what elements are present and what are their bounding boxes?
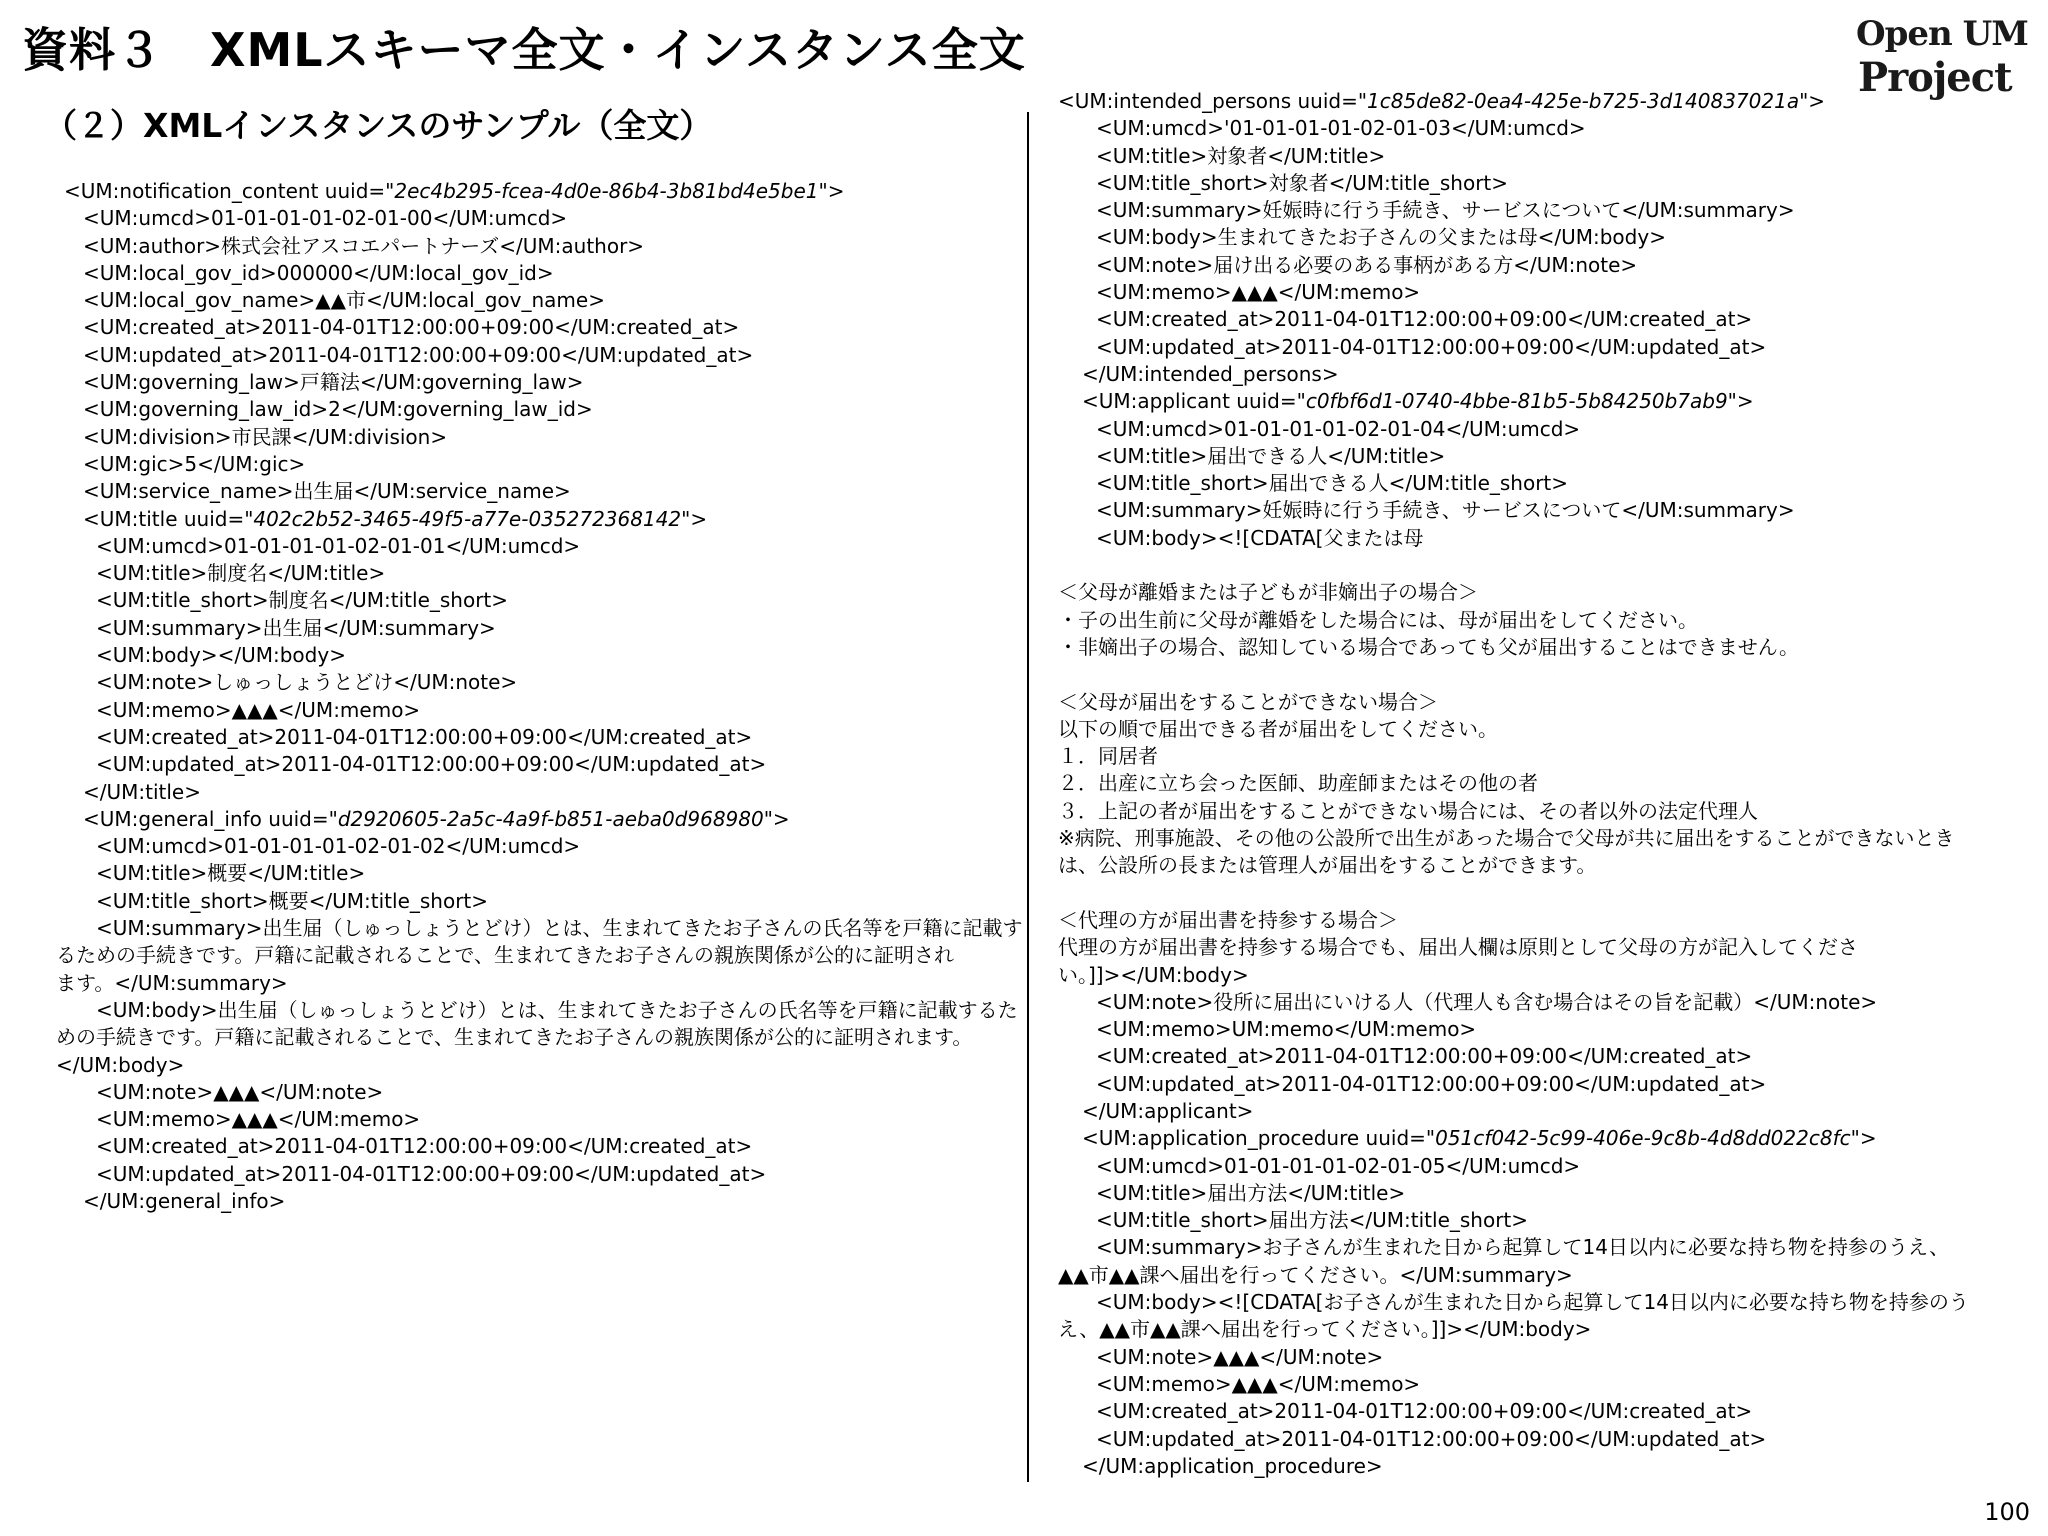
xml-line: <UM:title_short>制度名</UM:title_short> bbox=[96, 588, 509, 613]
xml-line: <UM:note>▲▲▲</UM:note> bbox=[1096, 1344, 1384, 1369]
xml-line: <UM:gic>5</UM:gic> bbox=[83, 451, 306, 476]
xml-line: るための手続きです。戸籍に記載されることで、生まれてきたお子さんの親族関係が公的に証明され bbox=[56, 943, 954, 968]
xml-line: <UM:service_name>出生届</UM:service_name> bbox=[83, 479, 571, 504]
xml-tag-open: <UM:notification_content uuid= bbox=[64, 179, 386, 203]
xml-line: <UM:summary>出生届</UM:summary> bbox=[96, 615, 496, 640]
xml-tag-close: > bbox=[690, 506, 708, 531]
xml-line: <UM:memo>▲▲▲</UM:memo> bbox=[96, 697, 421, 722]
xml-line: <UM:summary>妊娠時に行う手続き、サービスについて</UM:summary> bbox=[1096, 498, 1795, 523]
xml-tag-close: > bbox=[772, 806, 790, 831]
xml-line: <UM:created_at>2011-04-01T12:00:00+09:00</UM:created_at> bbox=[96, 1134, 753, 1159]
xml-line: <UM:created_at>2011-04-01T12:00:00+09:00</UM:created_at> bbox=[1096, 1044, 1753, 1069]
xml-line: ※病院、刑事施設、その他の公設所で出生があった場合で父母が共に届出をすることができないとき bbox=[1058, 826, 1955, 851]
xml-line: ＜父母が離婚または子どもが非嫡出子の場合＞ bbox=[1058, 580, 1478, 605]
xml-line: ・非嫡出子の場合、認知している場合であっても父が届出することはできません。 bbox=[1058, 634, 1799, 659]
xml-line: <UM:title>制度名</UM:title> bbox=[96, 561, 386, 586]
xml-tag-open: <UM:application_procedure uuid= bbox=[1082, 1126, 1426, 1151]
xml-line: </UM:title> bbox=[83, 779, 201, 804]
xml-line: ます。</UM:summary> bbox=[56, 970, 288, 995]
xml-line: <UM:created_at>2011-04-01T12:00:00+09:00</UM:created_at> bbox=[1096, 1399, 1753, 1424]
xml-line: <UM:title>対象者</UM:title> bbox=[1096, 143, 1386, 168]
xml-tag-open: <UM:general_info uuid= bbox=[83, 806, 329, 831]
xml-line: <UM:division>市民課</UM:division> bbox=[83, 424, 448, 449]
xml-line: え、▲▲市▲▲課へ届出を行ってください。]]></UM:body> bbox=[1058, 1317, 1592, 1342]
xml-line: <UM:updated_at>2011-04-01T12:00:00+09:00</UM:updated_at> bbox=[1096, 1426, 1767, 1451]
xml-line: 代理の方が届出書を持参する場合でも、届出人欄は原則として父母の方が記入してくださ bbox=[1058, 935, 1858, 960]
xml-line: <UM:updated_at>2011-04-01T12:00:00+09:00</UM:updated_at> bbox=[96, 752, 767, 777]
xml-line: <UM:memo>▲▲▲</UM:memo> bbox=[1096, 280, 1421, 305]
xml-line: <UM:memo>▲▲▲</UM:memo> bbox=[96, 1107, 421, 1132]
xml-line: ▲▲市▲▲課へ届出を行ってください。</UM:summary> bbox=[1058, 1262, 1573, 1287]
column-divider bbox=[1027, 112, 1029, 1482]
xml-line: ・子の出生前に父母が離婚をした場合には、母が届出をしてください。 bbox=[1058, 607, 1698, 632]
xml-tag-close: > bbox=[1736, 389, 1754, 414]
xml-line: <UM:local_gov_name>▲▲市</UM:local_gov_name> bbox=[83, 288, 605, 313]
xml-tag-open: <UM:title uuid= bbox=[83, 506, 245, 531]
xml-line: <UM:governing_law>戸籍法</UM:governing_law> bbox=[83, 370, 584, 395]
xml-line: ＜代理の方が届出書を持参する場合＞ bbox=[1058, 907, 1398, 932]
xml-line: <UM:umcd>01-01-01-01-02-01-01</UM:umcd> bbox=[96, 533, 581, 558]
xml-line: めの手続きです。戸籍に記載されることで、生まれてきたお子さんの親族関係が公的に証明されます。 bbox=[56, 1025, 973, 1050]
xml-tag-close: > bbox=[1859, 1126, 1877, 1151]
xml-line: </UM:general_info> bbox=[83, 1188, 286, 1213]
uuid-value: "051cf042-5c99-406e-9c8b-4d8dd022c8fc" bbox=[1425, 1126, 1860, 1151]
xml-line: <UM:note>役所に届出にいける人（代理人も含む場合はその旨を記載）</UM:note> bbox=[1096, 989, 1878, 1014]
xml-line: <UM:body>出生届（しゅっしょうとどけ）とは、生まれてきたお子さんの氏名等を戸籍に記載するた bbox=[96, 997, 1018, 1022]
xml-line bbox=[1058, 1125, 2028, 1152]
xml-line bbox=[56, 178, 1018, 205]
xml-line: <UM:summary>お子さんが生まれた日から起算して14日以内に必要な持ち物を持参のうえ、 bbox=[1096, 1235, 1950, 1260]
xml-line: <UM:umcd>'01-01-01-01-02-01-03</UM:umcd> bbox=[1096, 116, 1586, 141]
xml-line: <UM:governing_law_id>2</UM:governing_law_id> bbox=[83, 397, 593, 422]
xml-line: </UM:body> bbox=[56, 1052, 185, 1077]
xml-line: <UM:summary>妊娠時に行う手続き、サービスについて</UM:summary> bbox=[1096, 198, 1795, 223]
uuid-value: "402c2b52-3465-49f5-a77e-035272368142" bbox=[244, 506, 691, 531]
uuid-value: "1c85de82-0ea4-425e-b725-3d140837021a" bbox=[1357, 89, 1809, 113]
xml-line: <UM:umcd>01-01-01-01-02-01-02</UM:umcd> bbox=[96, 834, 581, 859]
xml-line: <UM:umcd>01-01-01-01-02-01-00</UM:umcd> bbox=[83, 206, 568, 231]
xml-line: <UM:body>生まれてきたお子さんの父または母</UM:body> bbox=[1096, 225, 1666, 250]
xml-line: <UM:title>届出できる人</UM:title> bbox=[1096, 443, 1446, 468]
xml-line: ２．出産に立ち会った医師、助産師またはその他の者 bbox=[1058, 771, 1538, 796]
xml-right-column bbox=[1058, 88, 2028, 1480]
xml-line: ３．上記の者が届出をすることができない場合には、その者以外の法定代理人 bbox=[1058, 798, 1758, 823]
xml-line bbox=[1058, 880, 2028, 907]
xml-line: <UM:created_at>2011-04-01T12:00:00+09:00</UM:created_at> bbox=[96, 724, 753, 749]
xml-line: <UM:umcd>01-01-01-01-02-01-05</UM:umcd> bbox=[1096, 1153, 1581, 1178]
xml-tag-close: > bbox=[1808, 89, 1826, 113]
xml-line bbox=[1058, 88, 2028, 115]
xml-tag-open: <UM:applicant uuid= bbox=[1082, 389, 1297, 414]
logo-line-open-um: Open UM bbox=[1856, 14, 2028, 54]
xml-line: <UM:body><![CDATA[父または母 bbox=[1096, 525, 1424, 550]
xml-left-column bbox=[56, 178, 1023, 1215]
xml-line: <UM:title_short>届出方法</UM:title_short> bbox=[1096, 1208, 1529, 1233]
logo-line-project: Project bbox=[1858, 54, 2012, 101]
xml-line: <UM:updated_at>2011-04-01T12:00:00+09:00</UM:updated_at> bbox=[1096, 1071, 1767, 1096]
page-number: 100 bbox=[1984, 1498, 2030, 1526]
xml-line: </UM:intended_persons> bbox=[1082, 361, 1339, 386]
xml-line: は、公設所の長または管理人が届出をすることができます。 bbox=[1058, 853, 1597, 878]
xml-line: <UM:updated_at>2011-04-01T12:00:00+09:00</UM:updated_at> bbox=[96, 1161, 767, 1186]
xml-line: <UM:title_short>概要</UM:title_short> bbox=[96, 888, 489, 913]
xml-tag-open: <UM:intended_persons uuid= bbox=[1058, 89, 1358, 113]
xml-line: 以下の順で届出できる者が届出をしてください。 bbox=[1058, 716, 1498, 741]
xml-line: ＜父母が届出をすることができない場合＞ bbox=[1058, 689, 1438, 714]
xml-line: <UM:updated_at>2011-04-01T12:00:00+09:00</UM:updated_at> bbox=[1096, 334, 1767, 359]
xml-line: <UM:note>届け出る必要のある事柄がある方</UM:note> bbox=[1096, 252, 1638, 277]
xml-line bbox=[56, 506, 1018, 533]
xml-line: <UM:updated_at>2011-04-01T12:00:00+09:00</UM:updated_at> bbox=[83, 342, 754, 367]
xml-line bbox=[1058, 552, 2028, 579]
uuid-value: "d2920605-2a5c-4a9f-b851-aeba0d968980" bbox=[328, 806, 773, 831]
xml-line: <UM:title>届出方法</UM:title> bbox=[1096, 1180, 1406, 1205]
uuid-value: "c0fbf6d1-0740-4bbe-81b5-5b84250b7ab9" bbox=[1296, 389, 1737, 414]
xml-line: </UM:application_procedure> bbox=[1082, 1453, 1383, 1478]
xml-line: <UM:author>株式会社アスコエパートナーズ</UM:author> bbox=[83, 233, 645, 258]
xml-line: １．同居者 bbox=[1058, 744, 1158, 769]
xml-line: </UM:applicant> bbox=[1082, 1098, 1254, 1123]
xml-line: <UM:created_at>2011-04-01T12:00:00+09:00</UM:created_at> bbox=[1096, 307, 1753, 332]
xml-line bbox=[1058, 661, 2028, 688]
uuid-value: "2ec4b295-fcea-4d0e-86b4-3b81bd4e5be1" bbox=[385, 179, 828, 203]
xml-line: <UM:body></UM:body> bbox=[96, 643, 346, 668]
xml-line: <UM:memo>▲▲▲</UM:memo> bbox=[1096, 1371, 1421, 1396]
xml-line: <UM:title_short>対象者</UM:title_short> bbox=[1096, 170, 1509, 195]
xml-line: <UM:title_short>届出できる人</UM:title_short> bbox=[1096, 471, 1569, 496]
xml-line: <UM:body><![CDATA[お子さんが生まれた日から起算して14日以内に必要な持ち物を持参のう bbox=[1096, 1290, 1969, 1315]
xml-tag-close: > bbox=[827, 179, 845, 203]
xml-line: <UM:umcd>01-01-01-01-02-01-04</UM:umcd> bbox=[1096, 416, 1581, 441]
xml-line: <UM:local_gov_id>000000</UM:local_gov_id> bbox=[83, 260, 554, 285]
xml-line: <UM:created_at>2011-04-01T12:00:00+09:00</UM:created_at> bbox=[83, 315, 740, 340]
section-title: （２）XMLインスタンスのサンプル（全文） bbox=[44, 106, 713, 145]
xml-line: <UM:title>概要</UM:title> bbox=[96, 861, 366, 886]
xml-line bbox=[56, 806, 1018, 833]
page-title: 資料３ XMLスキーマ全文・インスタンス全文 bbox=[22, 23, 1026, 77]
xml-line bbox=[1058, 388, 2028, 415]
xml-line: <UM:summary>出生届（しゅっしょうとどけ）とは、生まれてきたお子さんの氏名等を戸籍に記載す bbox=[96, 916, 1023, 941]
xml-line: <UM:memo>UM:memo</UM:memo> bbox=[1096, 1017, 1477, 1042]
xml-line: い。]]></UM:body> bbox=[1058, 962, 1249, 987]
xml-line: <UM:note>しゅっしょうとどけ</UM:note> bbox=[96, 670, 518, 695]
xml-line: <UM:note>▲▲▲</UM:note> bbox=[96, 1079, 384, 1104]
